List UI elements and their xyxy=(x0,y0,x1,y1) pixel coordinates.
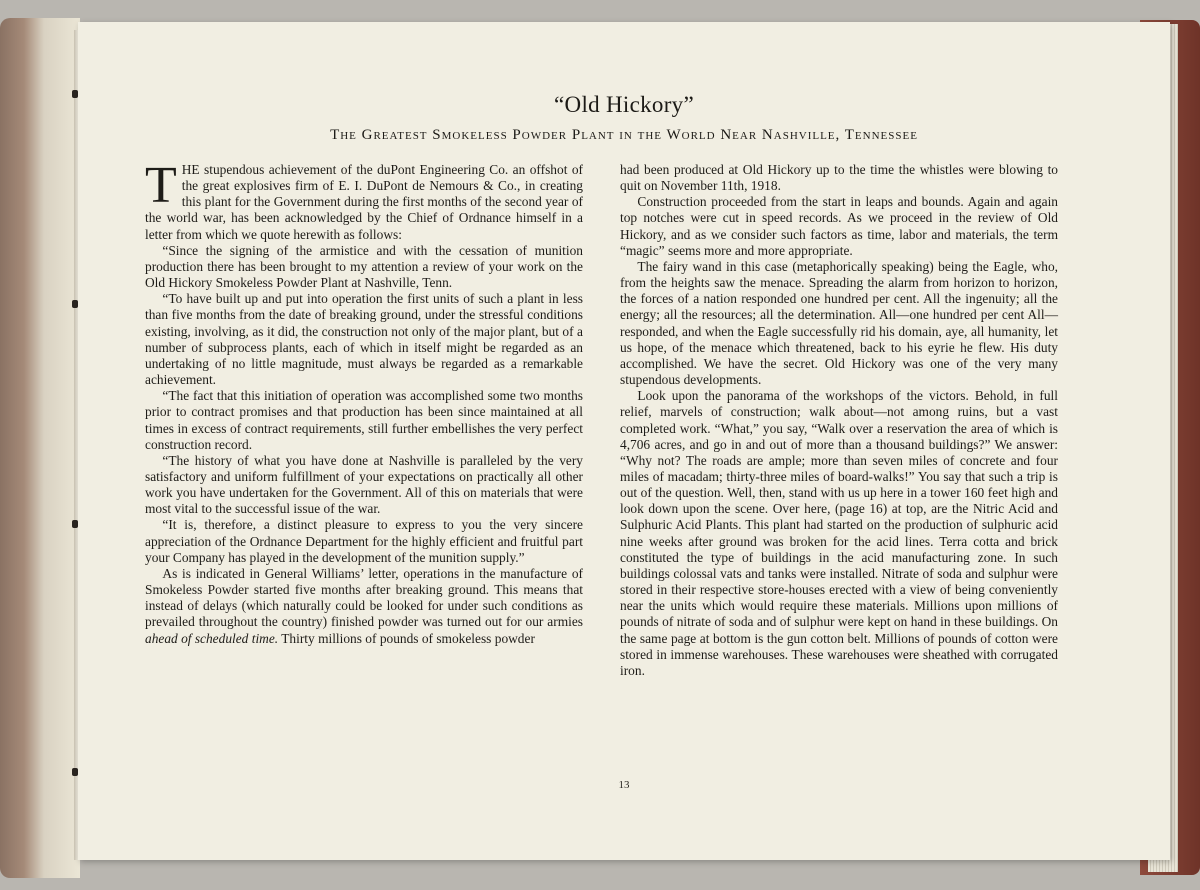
page-subtitle: The Greatest Smokeless Powder Plant in the World Near Nashville, Tennessee xyxy=(330,127,918,143)
paragraph: “It is, therefore, a distinct pleasure to express to you the very sincere appreciation of the Ordnance Department for the highly efficient and fruitful part your Company has played in the development of the munition supply.” xyxy=(145,517,583,565)
drop-cap: T xyxy=(145,157,177,214)
right-text-column xyxy=(620,162,1058,679)
page-title: “Old Hickory” xyxy=(554,92,694,117)
paragraph: “The fact that this initiation of operation was accomplished some two months prior to contract promises and that production has been since maintained at all times in excess of contract requirements, still further embellishes the very perfect construction record. xyxy=(145,388,583,452)
paragraph: “Since the signing of the armistice and with the cessation of munition production there has been brought to my attention a review of your work on the Old Hickory Smokeless Powder Plant at Nashville, Tenn. xyxy=(145,242,583,291)
book-binding xyxy=(0,18,80,878)
paragraph: had been produced at Old Hickory up to the time the whistles were blowing to quit on November 11th, 1918. xyxy=(620,162,1058,194)
paragraph: “The history of what you have done at Nashville is paralleled by the very satisfactory and uniform fulfillment of your expectations on practically all other work you have undertaken for the Government. All of this on materials that were most vital to the successful issue of the war. xyxy=(145,452,583,517)
opening-paragraph: THE stupendous achievement of the duPont Engineering Co. an offshot of the great explosives firm of E. I. DuPont de Nemours & Co., in creating this plant for the Government during the first months of the second year of the world war, has been acknowledged by the Chief of Ordnance himself in a letter from which we quote herewith as follows: xyxy=(145,157,583,242)
book-page xyxy=(78,22,1170,860)
paragraph: The fairy wand in this case (metaphorically speaking) being the Eagle, who, from the heights saw the menace. Spreading the alarm from horizon to horizon, the forces of a nation responded one hundred per cent. All the ingenuity; all the energy; all the resources; all the determination. All—one hundred per cent All—responded, and when the Eagle successfully rid his domain, aye, all humanity, let us hope, of the menace which threatened, back to his eyrie he flew. His duty accomplished. We have the secret. Old Hickory was one of the very many stupendous developments. xyxy=(620,258,1058,388)
paragraph: Construction proceeded from the start in leaps and bounds. Again and again top notches were cut in speed records. As we proceed in the review of Old Hickory, and as we consider such factors as time, labor and materials, the term “magic” seems more and more appropriate. xyxy=(620,194,1058,258)
page-number: 13 xyxy=(618,779,630,791)
paragraph: “To have built up and put into operation the first units of such a plant in less than five months from the date of breaking ground, under the stressful conditions existing, involving, as it did, the construction not only of the major plant, but of a number of subprocess plants, each of which in itself might be regarded as an undertaking of no little magnitude, must always be regarded as a remarkable achievement. xyxy=(145,291,583,388)
paragraph: As is indicated in General Williams’ letter, operations in the manufacture of Smokeless Powder started five months after breaking ground. This means that instead of delays (which naturally could be looked for under such conditions as prevailed throughout the country) finished powder was turned out for our armies ahead of scheduled time. Thirty millions of pounds of smokeless powder xyxy=(145,565,583,646)
italic-phrase: ahead of scheduled time. xyxy=(145,630,279,646)
left-text-column xyxy=(145,157,583,647)
paragraph: Look upon the panorama of the workshops of the victors. Behold, in full relief, marvels of construction; walk about—not among ruins, but a vast completed work. “What,” you say, “Walk over a reservation the area of which is 4,706 acres, and go in and out of more than a thousand buildings?” We answer: “Why not? The roads are ample; more than seven miles of concrete and four miles of macadam; thirty-three miles of board-walks!” You say that such a trip is out of the question. Well, then, stand with us up here in a tower 160 feet high and look down upon the scene. Over here, (page 16) at top, are the Nitric Acid and Sulphuric Acid Plants. This plant had started on the production of sulphuric acid nine weeks after ground was broken for the acid lines. Terra cotta and brick constituted the type of buildings in the acid manufacturing zone. In such buildings colossal vats and tanks were installed. Nitrate of soda and sulphur were stored in their respective store-houses erected with a view of being conveniently near the units which would require these materials. Millions upon millions of pounds of nitrate of soda and of sulphur were kept on hand in these buildings. On the same page at bottom is the gun cotton belt. Millions of pounds of cotton were stored in immense warehouses. These warehouses were sheathed with corrugated iron. xyxy=(620,388,1058,678)
